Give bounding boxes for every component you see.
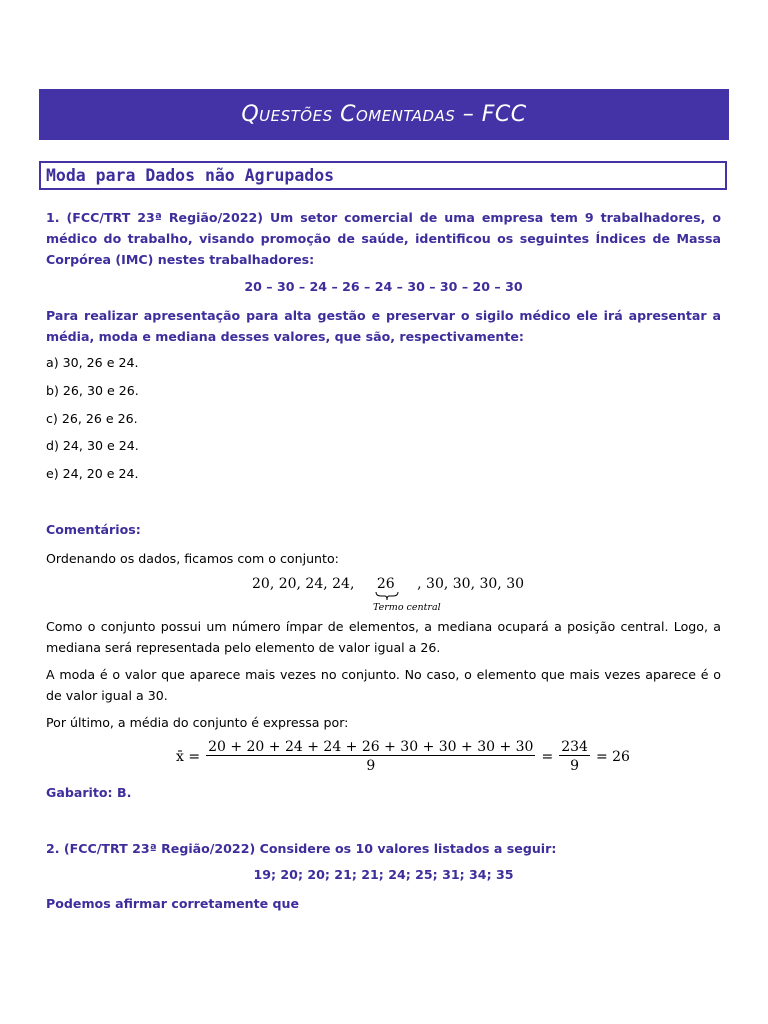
mode-explanation: A moda é o valor que aparece mais vezes no conjunto. No caso, o elemento que mais vezes aparece é o de valor igual a 30. [46,667,721,703]
mean-formula [176,739,630,774]
option-e: e) 24, 20 e 24. [46,466,139,481]
section-header [39,161,727,190]
ordering-text: Ordenando os dados, ficamos com o conjunto: [46,551,339,566]
page-title: Questões Comentadas – FCC [241,102,527,127]
option-b: b) 26, 30 e 26. [46,383,139,398]
comments-label: Comentários: [46,522,141,537]
mean-result: = 26 [595,748,630,765]
mean-lhs: x̄ = [176,748,201,765]
question-2-data: 19; 20; 20; 21; 21; 24; 25; 31; 34; 35 [253,867,514,882]
option-c: c) 26, 26 e 26. [46,411,138,426]
section-title: Moda para Dados não Agrupados [46,166,335,185]
title-banner [39,89,729,140]
option-a: a) 30, 26 e 24. [46,355,139,370]
central-term [373,576,441,613]
ordered-set [252,576,525,613]
mean-simplified-denominator: 9 [559,755,590,774]
question-2-statement: 2. (FCC/TRT 23ª Região/2022) Considere os 10 valores listados a seguir: [46,841,557,856]
mean-intro: Por último, a média do conjunto é expressa por: [46,715,349,730]
option-d: d) 24, 30 e 24. [46,438,139,453]
median-explanation: Como o conjunto possui um número ímpar de elementos, a mediana ocupará a posição central. Logo, a mediana será representada pelo elemento de valor igual a 26. [46,619,721,655]
central-term-label: Termo central [373,602,441,613]
question-1-prompt: Para realizar apresentação para alta gestão e preservar o sigilo médico ele irá apresentar a média, moda e mediana desses valores, que são, respectivamente: [46,308,721,344]
mean-simplified-numerator: 234 [561,739,588,755]
question-2-prompt: Podemos afirmar corretamente que [46,896,300,911]
mean-simplified-fraction [559,739,590,774]
underbrace-icon [375,591,399,601]
question-1-data: 20 – 30 – 24 – 26 – 24 – 30 – 30 – 20 – 30 [244,279,523,294]
ordered-set-right: , 30, 30, 30, 30 [417,576,525,592]
mean-denominator: 9 [206,755,535,774]
mean-equals: = [541,748,554,765]
ordered-set-left: 20, 20, 24, 24, [252,576,355,592]
question-1-statement: 1. (FCC/TRT 23ª Região/2022) Um setor comercial de uma empresa tem 9 trabalhadores, o médico do trabalho, visando promoção de saúde, identificou os seguintes Índices de Massa Corpórea (IMC) nestes trabalhadores: [46,210,721,267]
mean-fraction [206,739,535,774]
answer-key: Gabarito: B. [46,785,132,800]
central-term-value: 26 [376,576,395,592]
mean-numerator: 20 + 20 + 24 + 24 + 26 + 30 + 30 + 30 + 30 [208,739,534,755]
